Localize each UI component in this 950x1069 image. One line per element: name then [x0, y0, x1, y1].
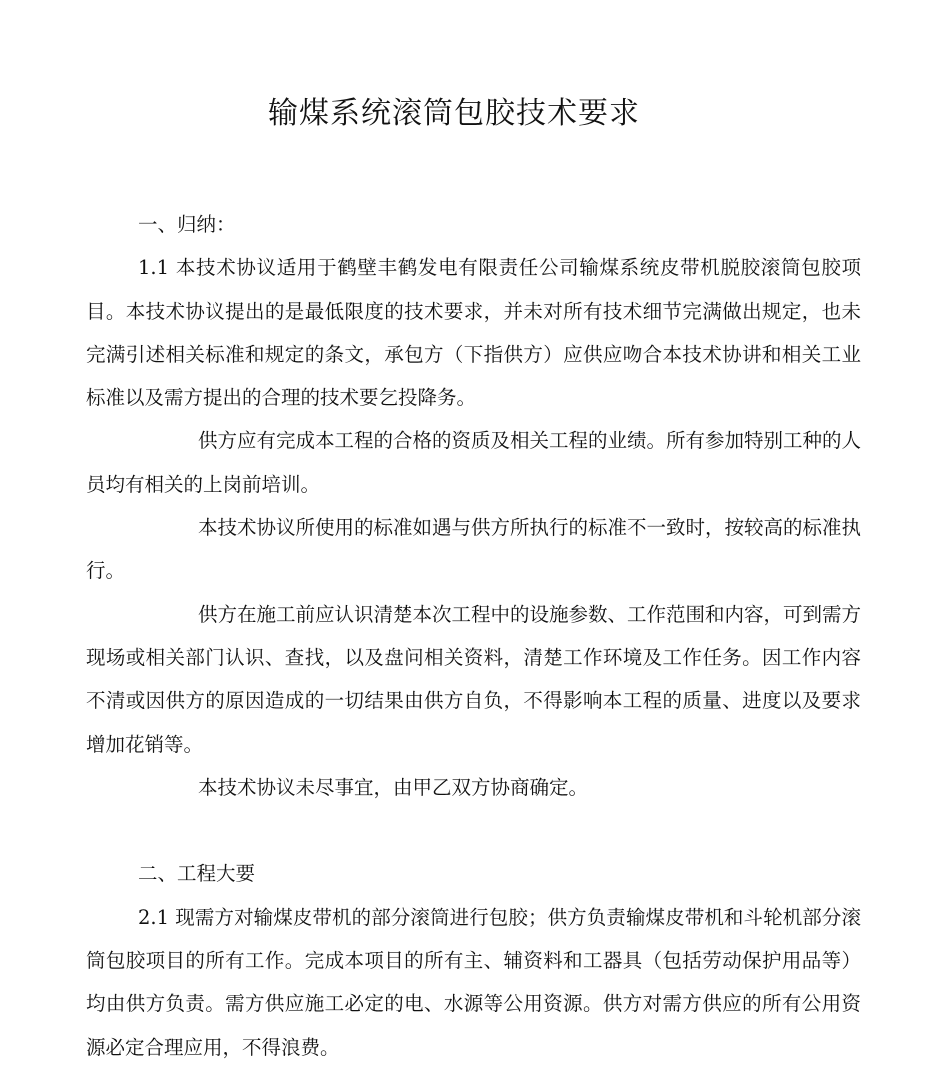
paragraph-qualification: 供方应有完成本工程的合格的资质及相关工程的业绩。所有参加特别工种的人员均有相关的上岗前培训。 [86, 429, 862, 496]
paragraph-spacer [86, 809, 861, 852]
section-heading-general: 一、归纳： [138, 213, 236, 236]
paragraph-2-1: 2.1 现需方对输煤皮带机的部分滚筒进行包胶；供方负责输煤皮带机和斗轮机部分滚筒包胶项目的所有工作。完成本项目的所有主、辅资料和工器具（包括劳动保护用品等）均由供方负责。需方供应施工必定的电、水源等公用资源。供方对需方供应的所有公用资源必定合理应用，不得浪费。 [86, 905, 861, 1059]
document-body [86, 203, 861, 1069]
paragraph-1-1: 1.1 本技术协议适用于鹤壁丰鹤发电有限责任公司输煤系统皮带机脱胶滚筒包胶项目。本技术协议提出的是最低限度的技术要求，并未对所有技术细节完满做出规定，也未完满引述相关标准和规定的条文，承包方（下指供方）应供应吻合本技术协讲和相关工业标准以及需方提出的合理的技术要乞投降务。 [86, 256, 861, 410]
section-heading-overview: 二、工程大要 [138, 862, 256, 886]
paragraph-negotiation: 本技术协议未尽事宜，由甲乙双方协商确定。 [198, 775, 589, 799]
paragraph-standards: 本技术协议所使用的标准如遇与供方所执行的标准不一致时，按较高的标准执行。 [86, 516, 862, 583]
document-title: 输煤系统滚筒包胶技术要求 [268, 96, 640, 131]
paragraph-site-survey: 供方在施工前应认识清楚本次工程中的设施参数、工作范围和内容，可到需方现场或相关部门认识、查找，以及盘问相关资料，清楚工作环境及工作任务。因工作内容不清或因供方的原因造成的一切结果由供方自负，不得影响本工程的质量、进度以及要求增加花销等。 [86, 602, 862, 756]
